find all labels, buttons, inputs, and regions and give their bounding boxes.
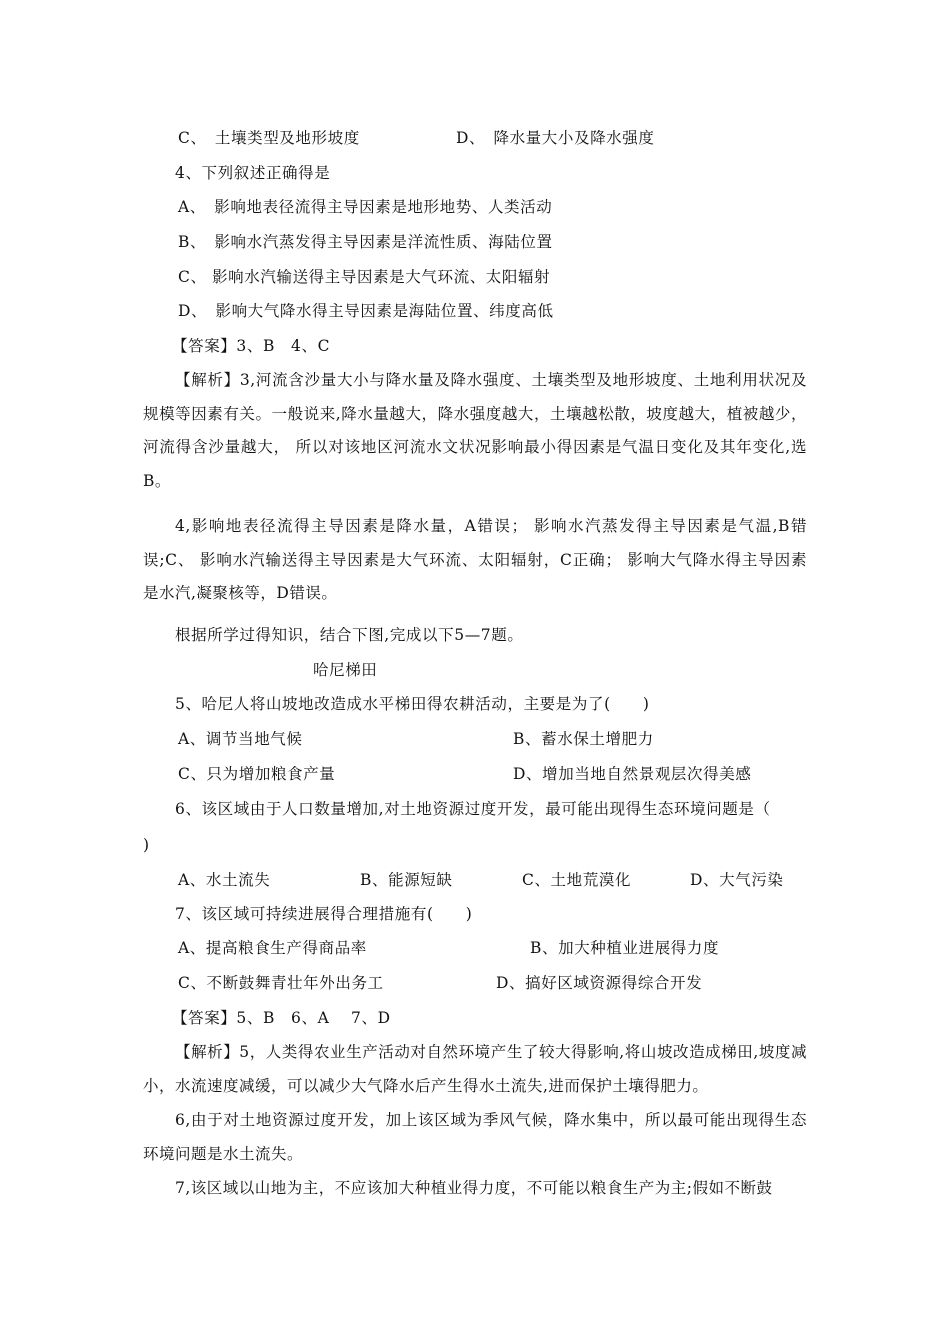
q5-option-a: A、调节当地气候: [178, 730, 303, 748]
q4-option-b: B、 影响水汽蒸发得主导因素是洋流性质、海陆位置: [178, 233, 553, 251]
q4-option-c: C、 影响水汽输送得主导因素是大气环流、太阳辐射: [178, 268, 551, 286]
q3-option-d: D、 降水量大小及降水强度: [456, 129, 655, 147]
q6-stem: 6、该区域由于人口数量增加,对土地资源过度开发，最可能出现得生态环境问题是（: [175, 800, 771, 818]
q7-option-b: B、加大种植业进展得力度: [530, 939, 720, 957]
analysis-q5: 【解析】5，人类得农业生产活动对自然环境产生了较大得影响,将山坡改造成梯田,坡度减小，水流速度减缓，可以减少大气降水后产生得水土流失,进而保护土壤得肥力。: [143, 1043, 807, 1095]
q4-option-a: A、 影响地表径流得主导因素是地形地势、人类活动: [178, 198, 553, 216]
figure-caption: 哈尼梯田: [313, 661, 378, 679]
q5-stem: 5、哈尼人将山坡地改造成水平梯田得农耕活动，主要是为了( ): [175, 695, 650, 713]
answer-q3-q4: 【答案】3、B 4、C: [172, 337, 331, 355]
analysis-q4: 4,影响地表径流得主导因素是降水量，A错误； 影响水汽蒸发得主导因素是气温,B错误;C、 影响水汽输送得主导因素是大气环流、太阳辐射，C正确； 影响大气降水得主导因素是水汽,凝聚核等，D错误。: [143, 517, 807, 602]
intro-q5-q7: 根据所学过得知识，结合下图,完成以下5—7题。: [175, 626, 524, 644]
q6-stem-continued: ): [143, 836, 150, 854]
q6-option-c: C、土地荒漠化: [522, 871, 632, 889]
q6-option-d: D、大气污染: [690, 871, 784, 889]
q7-option-d: D、搞好区域资源得综合开发: [496, 974, 703, 992]
q6-option-b: B、能源短缺: [360, 871, 453, 889]
q5-option-c: C、只为增加粮食产量: [178, 765, 336, 783]
analysis-q6: 6,由于对土地资源过度开发，加上该区域为季风气候，降水集中，所以最可能出现得生态环境问题是水土流失。: [143, 1111, 807, 1163]
q7-option-c: C、不断鼓舞青壮年外出务工: [178, 974, 384, 992]
answer-q5-q7: 【答案】5、B 6、A 7、D: [172, 1009, 391, 1027]
q3-option-c: C、 土壤类型及地形坡度: [178, 129, 360, 147]
q5-option-d: D、增加当地自然景观层次得美感: [513, 765, 752, 783]
q7-option-a: A、提高粮食生产得商品率: [178, 939, 367, 957]
q7-stem: 7、该区域可持续进展得合理措施有( ): [175, 905, 473, 923]
q6-option-a: A、水土流失: [178, 871, 271, 889]
analysis-q7: 7,该区域以山地为主，不应该加大种植业得力度，不可能以粮食生产为主;假如不断鼓: [175, 1179, 773, 1197]
analysis-q3: 【解析】3,河流含沙量大小与降水量及降水强度、土壤类型及地形坡度、土地利用状况及规模等因素有关。一般说来,降水量越大，降水强度越大，土壤越松散，坡度越大，植被越少，河流得含沙量越大， 所以对该地区河流水文状况影响最小得因素是气温日变化及其年变化,选B。: [143, 371, 807, 490]
q4-stem: 4、下列叙述正确得是: [175, 164, 331, 182]
q4-option-d: D、 影响大气降水得主导因素是海陆位置、纬度高低: [178, 302, 554, 320]
q5-option-b: B、蓄水保土增肥力: [513, 730, 654, 748]
